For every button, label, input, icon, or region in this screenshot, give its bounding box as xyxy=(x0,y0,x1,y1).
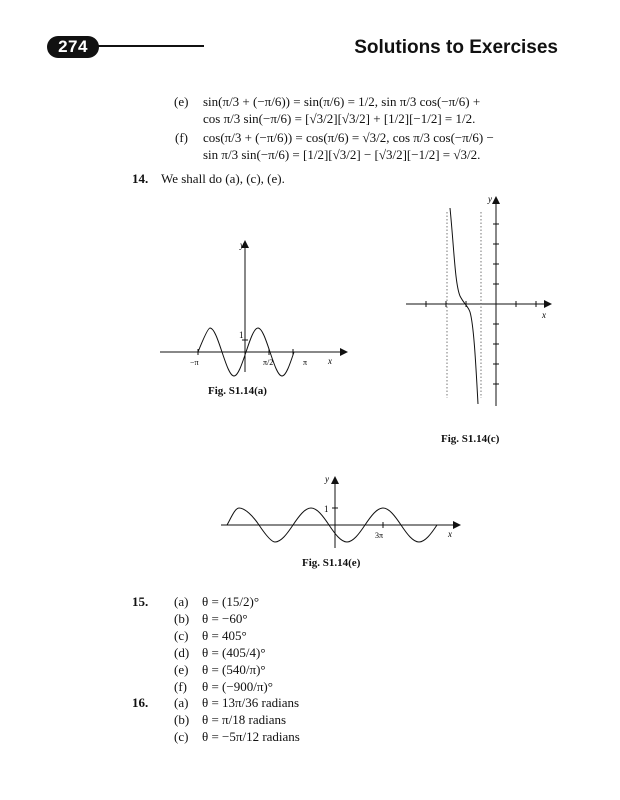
item-label: (b) xyxy=(174,712,190,727)
item-label: (a) xyxy=(174,594,189,609)
ex15-number: 15. xyxy=(132,594,149,609)
y-label-e: y xyxy=(325,474,329,484)
item-text: θ = 405° xyxy=(202,628,247,643)
y-label-a: y xyxy=(240,240,244,250)
ex14-text: We shall do (a), (c), (e). xyxy=(161,171,285,186)
curve-c xyxy=(450,208,478,404)
figure-s1-14c xyxy=(400,188,560,410)
figure-s1-14a xyxy=(150,232,350,382)
ex13-f-label: (f) xyxy=(175,130,188,145)
x-label-a: x xyxy=(328,356,332,366)
ex13-e-line2: cos π/3 sin(−π/6) = [√3/2][√3/2] + [1/2][−1/2] = 1/2. xyxy=(203,111,476,126)
ex14-number: 14. xyxy=(132,171,149,186)
item-text: θ = (15/2)° xyxy=(202,594,260,609)
y-axis-arrow xyxy=(331,476,339,484)
tick-label-three-pi: 3π xyxy=(375,531,384,540)
ex13-e-line1: sin(π/3 + (−π/6)) = sin(π/6) = 1/2, sin π/3 cos(−π/6) + xyxy=(203,94,481,109)
running-title: Solutions to Exercises xyxy=(354,37,558,58)
x-axis-arrow xyxy=(544,300,552,308)
tick-label-neg-pi: −π xyxy=(190,358,199,367)
item-label: (a) xyxy=(174,695,189,710)
caption-s1-14c: Fig. S1.14(c) xyxy=(441,433,500,445)
page-number: 274 xyxy=(47,36,99,58)
caption-s1-14a: Fig. S1.14(a) xyxy=(208,385,267,397)
item-label: (c) xyxy=(174,628,189,643)
tick-label-pi: π xyxy=(303,358,308,367)
y-axis-arrow xyxy=(492,196,500,204)
item-label: (c) xyxy=(174,729,189,744)
ex13-f-line1: cos(π/3 + (−π/6)) = cos(π/6) = √3/2, cos π/3 cos(−π/6) − xyxy=(203,130,494,145)
y-label-c: y xyxy=(488,194,492,204)
item-text: θ = (540/π)° xyxy=(202,662,266,677)
x-axis-arrow xyxy=(453,521,461,529)
item-label: (d) xyxy=(174,645,190,660)
item-text: θ = −60° xyxy=(202,611,248,626)
x-label-e: x xyxy=(448,529,452,539)
item-label: (b) xyxy=(174,611,190,626)
item-label: (f) xyxy=(174,679,187,694)
ex13-f-line2: sin π/3 sin(−π/6) = [1/2][√3/2] − [√3/2][−1/2] = √3/2. xyxy=(203,147,481,162)
item-text: θ = −5π/12 radians xyxy=(202,729,300,744)
tick-label-one-a: 1 xyxy=(239,330,244,340)
item-text: θ = π/18 radians xyxy=(202,712,287,727)
x-axis-arrow xyxy=(340,348,348,356)
item-text: θ = 13π/36 radians xyxy=(202,695,300,710)
x-label-c: x xyxy=(542,310,546,320)
item-text: θ = (−900/π)° xyxy=(202,679,273,694)
header-rule xyxy=(96,45,204,47)
figure-s1-14e xyxy=(215,468,465,556)
tick-label-one-e: 1 xyxy=(324,504,329,514)
tick-label-pi-half: π/2 xyxy=(263,358,274,367)
ex13-e-label: (e) xyxy=(174,94,189,109)
ex16-number: 16. xyxy=(132,695,149,710)
caption-s1-14e: Fig. S1.14(e) xyxy=(302,557,361,569)
item-label: (e) xyxy=(174,662,189,677)
item-text: θ = (405/4)° xyxy=(202,645,266,660)
